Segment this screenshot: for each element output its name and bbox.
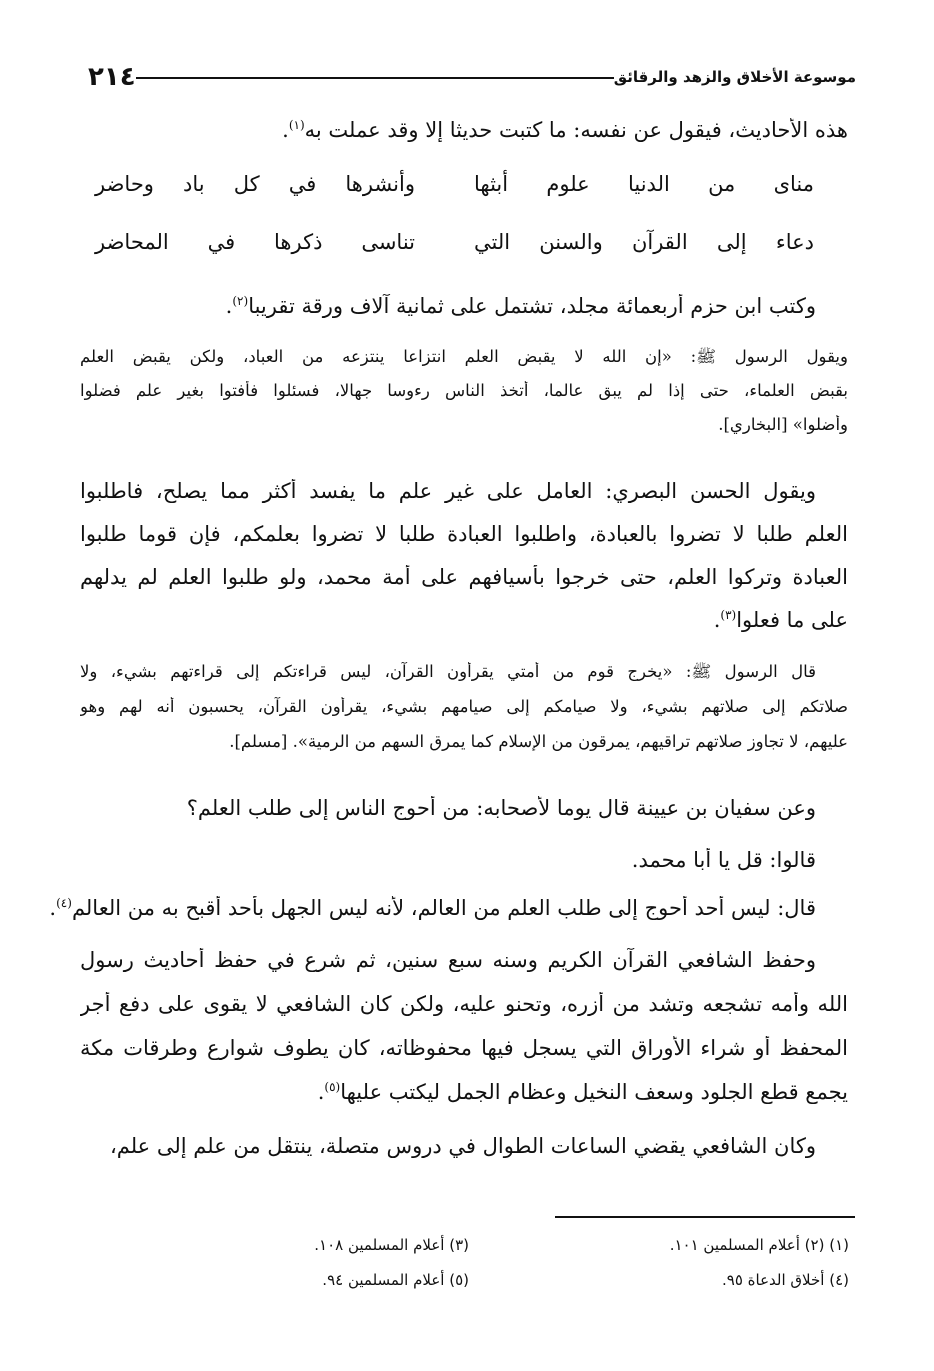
header-rule (136, 77, 614, 79)
text-line: صلاتكم إلى صلاتهم بشيء، ولا صيامكم إلى صيامهم بشيء، يقرأون القرآن، يحسبون أنه لهم وهو (80, 697, 848, 716)
footnote-ref: (١) (288, 118, 305, 132)
text-line: بقبض العلماء، حتى إذا لم يبق عالما، أتخذ الناس رءوسا جهالا، فسئلوا فأفتوا بغير علم فضلوا (80, 381, 848, 400)
text-line: عليهم، لا تجاوز صلاتهم تراقيهم، يمرقون من الإسلام كما يمرق السهم من الرمية». [مسلم]. (229, 732, 848, 751)
footnote: (٣) أعلام المسلمين ١٠٨. (314, 1236, 469, 1254)
text-line: وعن سفيان بن عيينة قال يوما لأصحابه: من أحوج الناس إلى طلب العلم؟ (186, 796, 816, 820)
text-line: قال: ليس أحد أحوج إلى طلب العلم من العالم، لأنه ليس الجهل بأحد أقبح به من العالم$^{(٤)}$. (49, 896, 816, 920)
verse-first-hemistich: مناى من الدنيا علوم أبثها (474, 172, 814, 196)
text-line: قال الرسول ﷺ: «يخرج قوم من أمتي يقرأون القرآن، ليس قراءتكم إلى قراءتهم بشيء، ولا (80, 662, 816, 681)
footnote: (١) (٢) أعلام المسلمين ١٠١. (669, 1236, 849, 1254)
footnote: (٤) أخلاق الدعاة ٩٥. (721, 1271, 849, 1289)
text-line: هذه الأحاديث، فيقول عن نفسه: ما كتبت حديثا إلا وقد عملت به$^{(١)}$. (282, 118, 848, 142)
footnote: (٥) أعلام المسلمين ٩٤. (322, 1271, 469, 1289)
page-header (78, 56, 868, 92)
text-line: ويقول الحسن البصري: العامل على غير علم ما يفسد أكثر مما يصلح، فاطلبوا (80, 479, 816, 503)
footnote-ref: (٥) (324, 1080, 341, 1094)
verse-first-hemistich: دعاء إلى القرآن والسنن التي (474, 230, 814, 254)
text-line: العلم طلبا لا تضروا بالعبادة، واطلبوا العبادة طلبا لا تضروا بعلمكم، فإن قوما طلبوا (80, 522, 848, 546)
text-line: وأضلوا» [البخاري]. (718, 415, 848, 434)
text-line: وكان الشافعي يقضي الساعات الطوال في دروس متصلة، ينتقل من علم إلى علم، (109, 1134, 816, 1158)
page-number: ٢١٤ (88, 62, 136, 92)
footnote-ref: (٤) (56, 896, 72, 910)
text-line: قالوا: قل يا أبا محمد. (631, 848, 816, 872)
text-line: المحفظ أو شراء الأوراق التي يسجل فيها محفوظاته، كان يطوف شوارع وطرقات مكة (80, 1036, 848, 1060)
footnote-rule (555, 1216, 855, 1218)
text-line: وكتب ابن حزم أربعمائة مجلد، تشتمل على ثمانية آلاف ورقة تقريبا$^{(٢)}$. (225, 294, 816, 318)
text-line: الله وأمه تشجعه وتشد من أزره، وتحنو عليه، ولكن كان الشافعي لا يقوى على دفع أجر (80, 992, 848, 1016)
footnote-ref: (٢) (232, 294, 249, 308)
text-line: ويقول الرسول ﷺ: «إن الله لا يقبض العلم انتزاعا ينتزعه من العباد، ولكن يقبض العلم (80, 347, 848, 366)
verse-second-hemistich: تناسى ذكرها في المحاضر (95, 230, 415, 254)
text-line: العبادة وتركوا العلم، حتى خرجوا بأسيافهم على أمة محمد، ولو طلبوا العلم لم يدلهم (80, 565, 848, 589)
footnote-ref: (٣) (720, 608, 737, 622)
text-line: على ما فعلوا$^{(٣)}$. (713, 608, 848, 632)
verse-second-hemistich: وأنشرها في كل باد وحاضر (95, 172, 415, 196)
text-line: يجمع قطع الجلود وسعف النخيل وعظام الجمل ليكتب عليها$^{(٥)}$. (317, 1080, 848, 1104)
book-title: موسوعة الأخلاق والزهد والرقائق (613, 68, 856, 86)
text-line: وحفظ الشافعي القرآن الكريم وسنه سبع سنين، ثم شرع في حفظ أحاديث رسول (80, 948, 816, 972)
